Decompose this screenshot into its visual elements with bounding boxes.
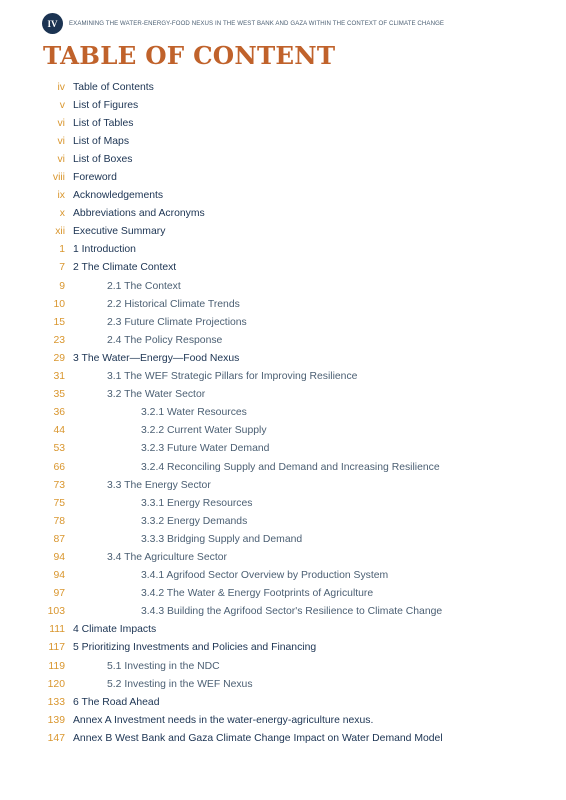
toc-entry-label: 3.3.2 Energy Demands — [141, 515, 248, 527]
toc-page-number: iv — [57, 81, 65, 93]
toc-entry[interactable] — [0, 675, 566, 693]
toc-entry-label: List of Figures — [73, 99, 139, 111]
toc-page-number: viii — [52, 172, 65, 184]
toc-entry[interactable] — [0, 548, 566, 566]
toc-entry[interactable] — [0, 530, 566, 548]
toc-entry-label: 2.1 The Context — [107, 280, 181, 292]
toc-entry[interactable] — [0, 96, 566, 114]
toc-entry-label: 2.3 Future Climate Projections — [107, 316, 247, 328]
toc-page-number: 66 — [53, 461, 65, 473]
toc-page-number: 147 — [47, 732, 65, 744]
toc-entry[interactable] — [0, 657, 566, 675]
toc-page-number: 75 — [53, 497, 65, 509]
toc-entry[interactable] — [0, 132, 566, 150]
toc-entry[interactable] — [0, 639, 566, 657]
toc-page-number: vi — [57, 153, 65, 165]
page-title: TABLE OF CONTENT — [43, 41, 336, 70]
toc-entry-label: 5.1 Investing in the NDC — [107, 660, 220, 672]
toc-entry[interactable] — [0, 241, 566, 259]
toc-entry-label: 1 Introduction — [73, 244, 136, 256]
toc-entry-label: Annex A Investment needs in the water-energy-agriculture nexus. — [73, 714, 374, 726]
toc-entry-label: Acknowledgements — [73, 190, 164, 202]
toc-entry-label: 3.3.1 Energy Resources — [141, 497, 253, 509]
toc-entry-label: 2.4 The Policy Response — [107, 334, 223, 346]
toc-entry[interactable] — [0, 223, 566, 241]
toc-entry-label: 2.2 Historical Climate Trends — [107, 298, 240, 310]
toc-page-number: 103 — [47, 606, 65, 618]
toc-entry[interactable] — [0, 187, 566, 205]
toc-entry[interactable] — [0, 693, 566, 711]
toc-entry-label: 3.2 The Water Sector — [107, 389, 206, 401]
toc-entry[interactable] — [0, 259, 566, 277]
toc-page-number: 94 — [53, 570, 65, 582]
toc-page-number: 87 — [53, 533, 65, 545]
toc-page-number: 29 — [53, 352, 65, 364]
toc-page-number: 111 — [49, 624, 65, 636]
toc-page-number: 120 — [47, 678, 65, 690]
toc-entry-label: 3.4.1 Agrifood Sector Overview by Production System — [141, 570, 389, 582]
toc-entry[interactable] — [0, 422, 566, 440]
toc-entry[interactable] — [0, 711, 566, 729]
toc-entry-label: 3.3.3 Bridging Supply and Demand — [141, 533, 303, 545]
toc-page-number: ix — [57, 190, 65, 202]
toc-entry-label: 3.2.2 Current Water Supply — [141, 425, 267, 437]
toc-page-number: 23 — [53, 334, 65, 346]
toc-page-number: 44 — [53, 425, 65, 437]
toc-page-number: 139 — [47, 714, 65, 726]
toc-page-number: 133 — [47, 696, 65, 708]
toc-page-number: vi — [57, 135, 65, 147]
toc-entry-label: 3.1 The WEF Strategic Pillars for Improving Resilience — [107, 371, 358, 383]
toc-entry-label: 5.2 Investing in the WEF Nexus — [107, 678, 253, 690]
toc-entry-label: Executive Summary — [73, 226, 166, 238]
toc-page-number: 1 — [59, 244, 65, 256]
toc-page-number: v — [59, 99, 65, 111]
toc-entry[interactable] — [0, 621, 566, 639]
toc-entry-label: Annex B West Bank and Gaza Climate Change Impact on Water Demand Model — [73, 732, 443, 744]
toc-page-number: 9 — [59, 280, 65, 292]
toc-page-number: 97 — [53, 588, 65, 600]
toc-entry[interactable] — [0, 295, 566, 313]
toc-page-number: 117 — [48, 642, 65, 654]
page-header — [42, 13, 444, 34]
running-title: EXAMINING THE WATER-ENERGY-FOOD NEXUS IN THE WEST BANK AND GAZA WITHIN THE CONTEXT OF CLIMATE CHANGE — [69, 20, 445, 27]
toc-entry-label: 3.4.2 The Water & Energy Footprints of Agriculture — [141, 588, 374, 600]
toc-entry-label: 2 The Climate Context — [73, 262, 177, 274]
toc-entry[interactable] — [0, 729, 566, 747]
toc-page-number: 31 — [53, 371, 65, 383]
toc-entry-label: 3.3 The Energy Sector — [107, 479, 211, 491]
toc-entry[interactable] — [0, 78, 566, 96]
toc-entry[interactable] — [0, 313, 566, 331]
toc-page-number: vi — [57, 117, 65, 129]
toc-entry[interactable] — [0, 168, 566, 186]
toc-entry[interactable] — [0, 440, 566, 458]
toc-entry[interactable] — [0, 494, 566, 512]
toc-entry[interactable] — [0, 567, 566, 585]
toc-page-number: 119 — [48, 660, 65, 672]
toc-page-number: 94 — [53, 551, 65, 563]
toc-entry-label: 5 Prioritizing Investments and Policies and Financing — [73, 642, 317, 654]
toc-entry-label: Foreword — [73, 172, 117, 184]
toc-entry[interactable] — [0, 349, 566, 367]
toc-entry-label: 3 The Water—Energy—Food Nexus — [73, 352, 240, 364]
toc-entry[interactable] — [0, 476, 566, 494]
toc-entry[interactable] — [0, 368, 566, 386]
toc-page-number: 10 — [53, 298, 65, 310]
toc-entry[interactable] — [0, 603, 566, 621]
table-of-contents — [0, 78, 566, 747]
toc-entry-label: 4 Climate Impacts — [73, 624, 157, 636]
toc-entry-label: List of Maps — [73, 135, 130, 147]
toc-entry[interactable] — [0, 512, 566, 530]
toc-entry[interactable] — [0, 150, 566, 168]
toc-page-number: 15 — [53, 316, 65, 328]
toc-entry[interactable] — [0, 386, 566, 404]
toc-page-number: 7 — [59, 262, 65, 274]
toc-entry[interactable] — [0, 585, 566, 603]
toc-page-number: xii — [55, 226, 65, 238]
toc-page-number: 35 — [53, 389, 65, 401]
toc-entry-label: 6 The Road Ahead — [73, 696, 160, 708]
toc-entry-label: Table of Contents — [73, 81, 154, 93]
toc-entry[interactable] — [0, 277, 566, 295]
toc-entry[interactable] — [0, 114, 566, 132]
toc-page-number: x — [59, 208, 65, 220]
toc-page-number: 78 — [53, 515, 65, 527]
toc-entry-label: 3.4 The Agriculture Sector — [107, 551, 227, 563]
toc-entry-label: 3.2.4 Reconciling Supply and Demand and Increasing Resilience — [141, 461, 440, 473]
toc-entry[interactable] — [0, 205, 566, 223]
toc-entry-label: Abbreviations and Acronyms — [73, 208, 205, 220]
toc-entry-label: 3.4.3 Building the Agrifood Sector's Resilience to Climate Change — [141, 606, 443, 618]
toc-page-number: 53 — [53, 443, 65, 455]
toc-entry-label: List of Boxes — [73, 153, 133, 165]
toc-entry-label: 3.2.1 Water Resources — [141, 407, 247, 419]
toc-page-number: 36 — [53, 407, 65, 419]
toc-page-number: 73 — [53, 479, 65, 491]
toc-entry[interactable] — [0, 404, 566, 422]
toc-entry-label: List of Tables — [73, 117, 134, 129]
toc-entry[interactable] — [0, 331, 566, 349]
toc-entry-label: 3.2.3 Future Water Demand — [141, 443, 270, 455]
page-number-badge: IV — [42, 13, 63, 34]
toc-entry[interactable] — [0, 458, 566, 476]
